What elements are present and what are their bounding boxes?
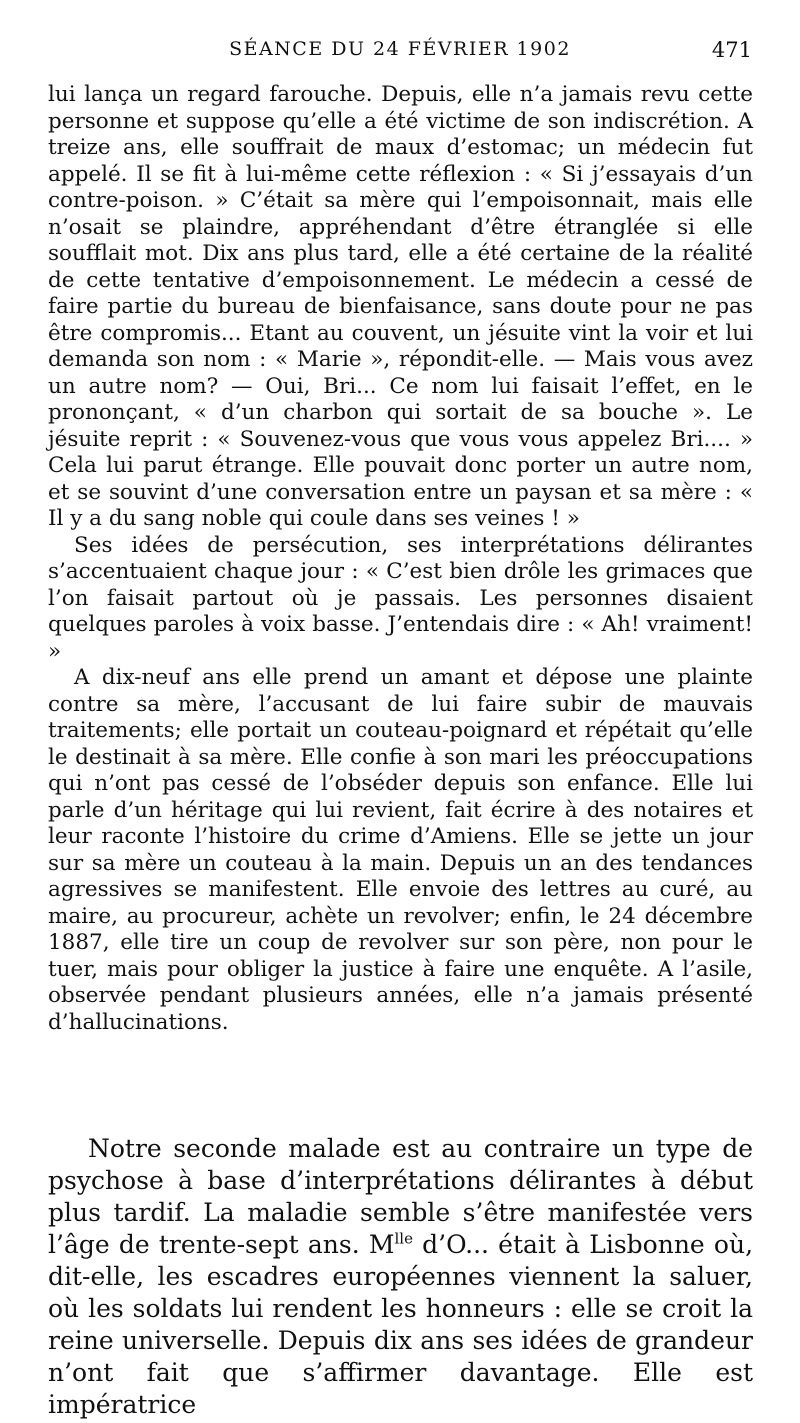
- paragraph-4-part-1: Notre seconde malade est au contraire un type de psychose à base d’interprétations délirantes à début plus tardif. La maladie semble s’être manifestée vers l’âge de trente-sept ans. M: [48, 1134, 753, 1259]
- superscript-abbrev: lle: [394, 1229, 413, 1248]
- paragraph-3: A dix-neuf ans elle prend un amant et dépose une plainte contre sa mère, l’accusant de lui faire subir de mauvais traitements; elle portait un couteau-poignard et répétait qu’elle le destinait à sa mère. Elle confie à son mari les préoccupations qui n’ont pas cessé de l’obséder depuis son enfance. Elle lui parle d’un héritage qui lui revient, fait écrire à des notaires et leur raconte l’histoire du crime d’Amiens. Elle se jette un jour sur sa mère un couteau à la main. Depuis un an des tendances agressives se manifestent. Elle envoie des lettres au curé, au maire, au procureur, achète un revolver; enfin, le 24 décembre 1887, elle tire un coup de revolver sur son père, non pour le tuer, mais pour obliger la justice à faire une enquête. A l’asile, observée pendant plusieurs années, elle n’a jamais présenté d’hallucinations.: [48, 665, 753, 1035]
- page-header: [48, 38, 752, 68]
- paragraph-1: lui lança un regard farouche. Depuis, elle n’a jamais revu cette personne et suppose qu’elle a été victime de son indiscrétion. A treize ans, elle souffrait de maux d’estomac; un médecin fut appelé. Il se fit à lui-même cette réflexion : « Si j’essayais d’un contre-poison. » C’était sa mère qui l’empoisonnait, mais elle n’osait se plaindre, appréhendant d’être étranglée si elle soufflait mot. Dix ans plus tard, elle a été certaine de la réalité de cette tentative d’empoisonnement. Le médecin a cessé de faire partie du bureau de bienfaisance, sans doute pour ne pas être compromis... Etant au couvent, un jésuite vint la voir et lui demanda son nom : « Marie », répondit-elle. — Mais vous avez un autre nom? — Oui, Bri... Ce nom lui faisait l’effet, en le prononçant, « d’un charbon qui sortait de sa bouche ». Le jésuite reprit : « Souvenez-vous que vous vous appelez Bri.... » Cela lui parut étrange. Elle pouvait donc porter un autre nom, et se souvint d’une conversation entre un paysan et sa mère : « Il y a du sang noble qui coule dans ses veines ! »: [48, 82, 753, 531]
- paragraph-2: Ses idées de persécution, ses interprétations délirantes s’accentuaient chaque jour : « C’est bien drôle les grimaces que l’on faisait partout où je passais. Les personnes disaient quelques paroles à voix basse. J’entendais dire : « Ah! vraiment! »: [48, 532, 753, 664]
- page-number: 471: [711, 38, 752, 62]
- running-head: SÉANCE DU 24 FÉVRIER 1902: [229, 38, 571, 60]
- large-body-text: [48, 1133, 753, 1421]
- body-text: [48, 82, 753, 1036]
- paragraph-4-part-2: d’O... était à Lisbonne où, dit-elle, les escadres européennes viennent la saluer, où les soldats lui rendent les honneurs : elle se croit la reine universelle. Depuis dix ans ses idées de grandeur n’ont fait que s’affirmer davantage. Elle est impératrice: [48, 1230, 754, 1419]
- paragraph-4: [48, 1133, 753, 1421]
